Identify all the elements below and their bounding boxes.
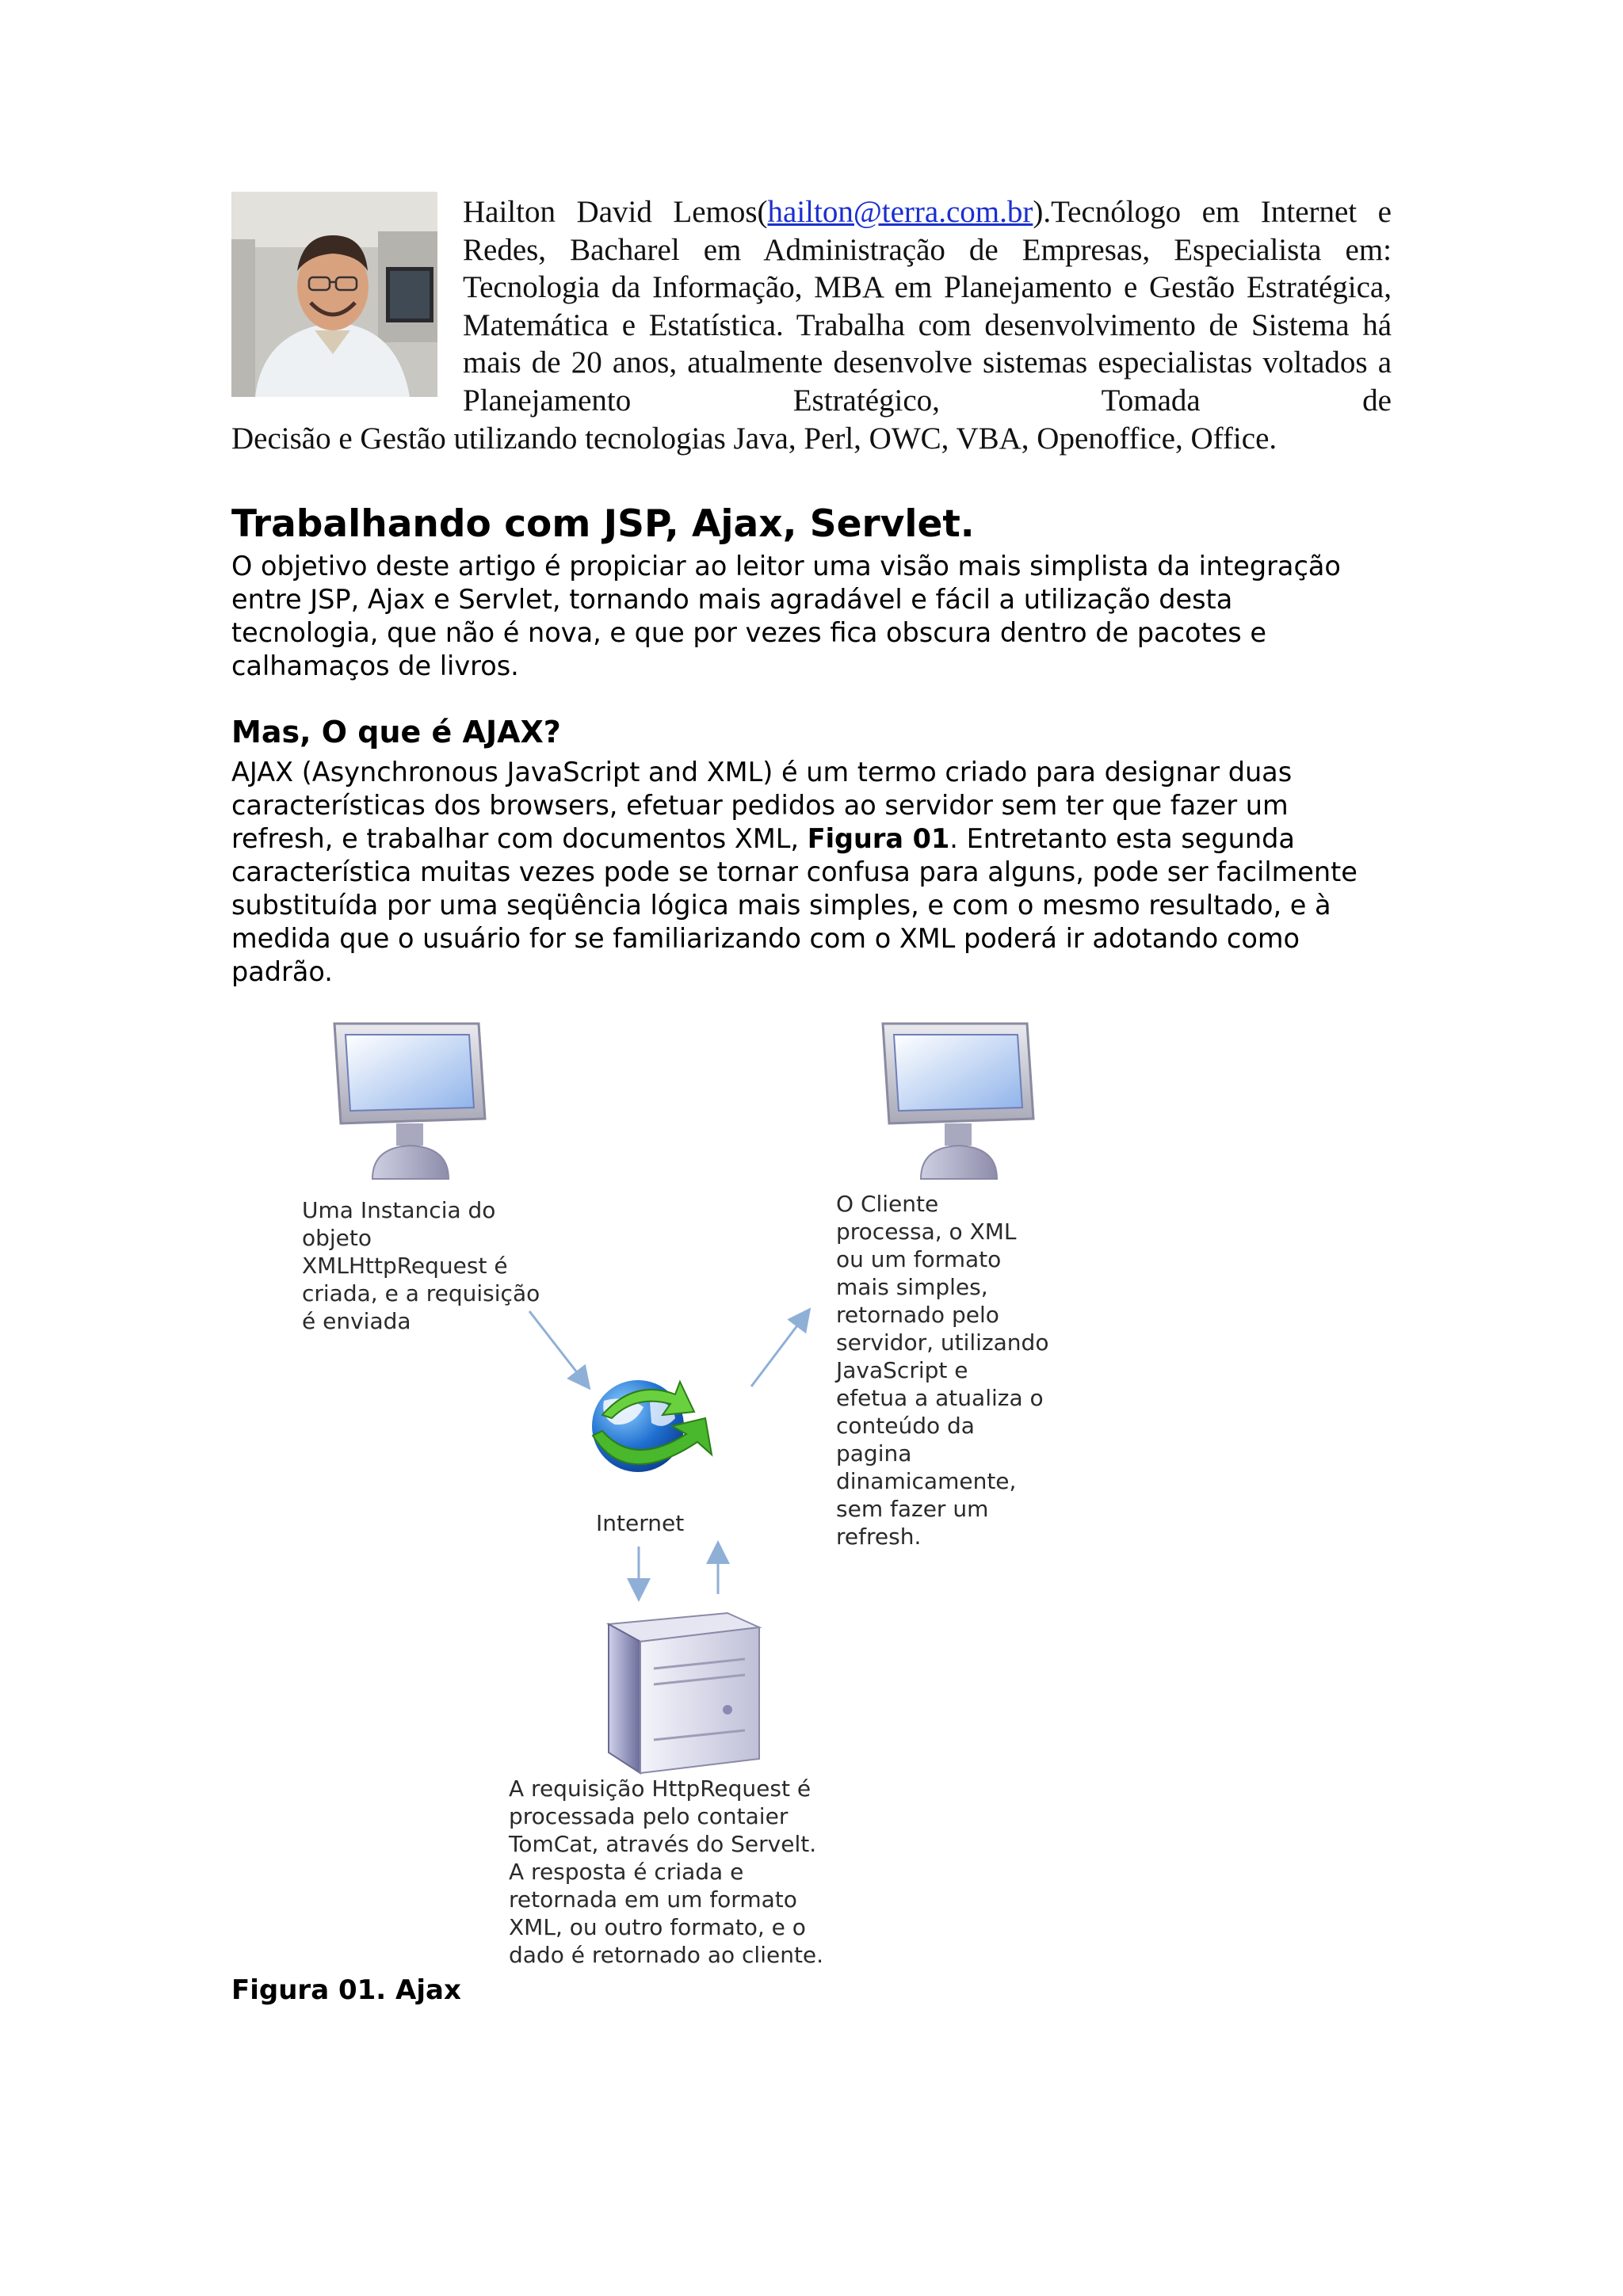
figure-text-line: O Cliente bbox=[836, 1191, 939, 1217]
figure-text-line: retornada em um formato bbox=[509, 1886, 797, 1913]
figure-text-line: dinamicamente, bbox=[836, 1468, 1017, 1494]
section-line-text: . Entretanto esta segunda bbox=[949, 823, 1295, 854]
client-monitor-icon bbox=[883, 1024, 1033, 1179]
figure-text-line: criada, e a requisição bbox=[302, 1280, 540, 1306]
figure-text-line: mais simples, bbox=[836, 1274, 988, 1300]
intro-line: calhamaços de livros. bbox=[231, 650, 519, 681]
section-line: padrão. bbox=[231, 956, 333, 987]
section-line-text: refresh, e trabalhar com documentos XML, bbox=[231, 823, 808, 854]
figure-caption: Figura 01. Ajax bbox=[231, 1974, 461, 2006]
server-icon bbox=[609, 1613, 759, 1773]
figure-text-line: retornado pelo bbox=[836, 1302, 999, 1328]
bio-description-text: ).Tecnólogo em Internet e Redes, Bacharel em Administração de Empresas, Especialista em: Tecnologia da Informação, MBA em Planejamento e Gestão Estratégica, Matemática e Estatística. Trabalha com desenvolvimento de Sistema há mais de 20 anos, atualmente desenvolve sistemas especialistas voltados a Planejamento Estratégico, Tomada de bbox=[463, 195, 1392, 418]
figure-text-line: Uma Instancia do bbox=[302, 1197, 496, 1223]
figure-text-line: objeto bbox=[302, 1225, 372, 1251]
figure-text-line: pagina bbox=[836, 1440, 912, 1466]
figure-text-line: efetua a atualiza o bbox=[836, 1385, 1044, 1411]
figure-text-line: TomCat, através do Servelt. bbox=[509, 1831, 817, 1857]
author-bio-last-line: Decisão e Gestão utilizando tecnologias Java, Perl, OWC, VBA, Openoffice, Office. bbox=[231, 421, 1277, 456]
figure-text-line: A resposta é criada e bbox=[509, 1859, 744, 1885]
intro-line: entre JSP, Ajax e Servlet, tornando mais agradável e fácil a utilização desta bbox=[231, 584, 1233, 615]
figure-text-line: refresh. bbox=[836, 1524, 922, 1550]
internet-globe-icon bbox=[592, 1380, 712, 1472]
intro-line: O objetivo deste artigo é propiciar ao leitor uma visão mais simplista da integração bbox=[231, 551, 1341, 582]
section-line: características dos browsers, efetuar pedidos ao servidor sem ter que fazer um bbox=[231, 790, 1289, 821]
author-email-link[interactable]: hailton@terra.com.br bbox=[767, 195, 1033, 229]
figure-reference: Figura 01 bbox=[807, 823, 950, 854]
section-line: AJAX (Asynchronous JavaScript and XML) é um termo criado para designar duas bbox=[231, 757, 1293, 788]
figure-text-line: sem fazer um bbox=[836, 1496, 989, 1522]
client-monitor-icon bbox=[334, 1024, 485, 1179]
figure-text-line: processada pelo contaier bbox=[509, 1803, 789, 1829]
figure-text-line: ou um formato bbox=[836, 1246, 1002, 1272]
intro-line: tecnologia, que não é nova, e que por vezes fica obscura dentro de pacotes e bbox=[231, 617, 1266, 648]
figure-text-line: XML, ou outro formato, e o bbox=[509, 1914, 806, 1940]
client-processing-description bbox=[836, 1190, 1048, 1550]
section-line: substituída por uma seqüência lógica mais simples, e com o mesmo resultado, e à bbox=[231, 890, 1331, 921]
response-arrow bbox=[751, 1315, 805, 1386]
article-title: Trabalhando com JSP, Ajax, Servlet. bbox=[231, 502, 975, 546]
figure-text-line: processa, o XML bbox=[836, 1219, 1017, 1245]
section-heading: Mas, O que é AJAX? bbox=[231, 715, 561, 749]
server-description bbox=[509, 1775, 823, 1969]
figure-text-line: dado é retornado ao cliente. bbox=[509, 1942, 824, 1968]
figure-text-line: servidor, utilizando bbox=[836, 1329, 1049, 1356]
figure-text-line: JavaScript e bbox=[836, 1357, 968, 1383]
section-line: característica muitas vezes pode se tornar confusa para alguns, pode ser facilmente bbox=[231, 856, 1358, 887]
figure-text-line: conteúdo da bbox=[836, 1413, 975, 1439]
figure-text-line: é enviada bbox=[302, 1308, 411, 1334]
section-line: medida que o usuário for se familiarizando com o XML poderá ir adotando como bbox=[231, 923, 1300, 954]
internet-label: Internet bbox=[596, 1510, 685, 1536]
bio-name-text: Hailton David Lemos( bbox=[463, 195, 768, 229]
figure-text-line: XMLHttpRequest é bbox=[302, 1253, 508, 1279]
request-description bbox=[302, 1196, 540, 1335]
figure-text-line: A requisição HttpRequest é bbox=[509, 1775, 812, 1802]
